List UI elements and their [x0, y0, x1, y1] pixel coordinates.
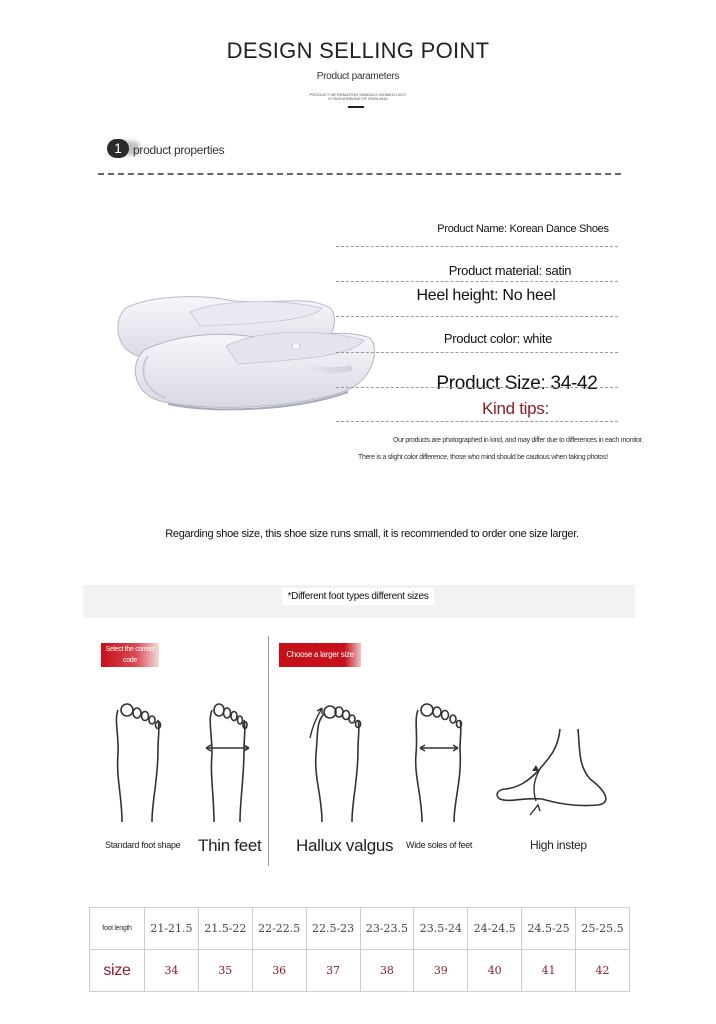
table-row-size [90, 950, 630, 992]
foot-label-thin: Thin feet [198, 836, 262, 855]
prop-color: Product color: white [443, 331, 553, 346]
foot-types-banner-text: *Different foot types different sizes [282, 588, 435, 605]
prop-heel-height: Heel height: No heel [416, 287, 556, 304]
product-image-ballet-shoes [108, 286, 388, 426]
title-underline [348, 106, 364, 108]
high-instep-foot-icon [494, 725, 614, 820]
table-cell: 24-24.5 [468, 908, 522, 950]
tip-line-1: Our products are photographed in kind, and may differ due to differences in each monitor. [393, 437, 644, 444]
table-cell: 24.5-25 [522, 908, 576, 950]
table-cell: 25-25.5 [576, 908, 630, 950]
foot-label-wide-soles: Wide soles of feet [406, 840, 473, 850]
prop-divider [336, 421, 618, 422]
table-cell: 21.5-22 [198, 908, 252, 950]
page-subtitle: Product parameters [316, 71, 400, 82]
table-cell: 36 [252, 950, 306, 992]
tiny-caption-line-2: H FASHIONWIND OF ENGLAND [328, 96, 388, 101]
table-cell: 37 [306, 950, 360, 992]
prop-divider [336, 387, 618, 388]
table-row-foot-length [90, 908, 630, 950]
table-cell: 23-23.5 [360, 908, 414, 950]
thin-foot-icon [200, 700, 255, 825]
prop-product-name: Product Name: Korean Dance Shoes [437, 223, 609, 235]
shoe-illustration [108, 286, 388, 426]
table-cell: 41 [522, 950, 576, 992]
table-cell: 22.5-23 [306, 908, 360, 950]
foot-types-divider [268, 636, 269, 866]
tag-select-correct-code: Select the correct code [101, 643, 159, 667]
tip-line-2: There is a slight color difference, those who mind should be cautious when taking photos! [358, 454, 608, 461]
foot-label-hallux-valgus: Hallux valgus [296, 836, 394, 855]
tiny-caption-line-1: PRODUCT INFORMATION SANDALS WOMEN CATC [309, 92, 407, 97]
table-cell: 21-21.5 [145, 908, 199, 950]
foot-types-banner [0, 591, 716, 602]
table-header-size: size [90, 950, 145, 992]
tag-choose-larger-size: Choose a larger size [279, 643, 361, 667]
prop-divider [336, 281, 618, 282]
hallux-valgus-foot-icon [306, 700, 366, 825]
table-cell: 22-22.5 [252, 908, 306, 950]
table-header-foot-length: foot length [90, 908, 145, 950]
size-advice-note: Regarding shoe size, this shoe size runs small, it is recommended to order one size larger. [165, 528, 579, 540]
kind-tips-heading: Kind tips: [482, 399, 549, 418]
section-divider [98, 173, 621, 175]
table-cell: 42 [576, 950, 630, 992]
prop-material: Product material: satin [448, 263, 572, 278]
foot-label-high-instep: High instep [530, 838, 587, 852]
prop-divider [336, 352, 618, 353]
section-number-badge: 1 [107, 139, 129, 158]
page-title: DESIGN SELLING POINT [226, 38, 490, 63]
table-cell: 38 [360, 950, 414, 992]
prop-size: Product Size: 34-42 [436, 373, 598, 394]
table-cell: 40 [468, 950, 522, 992]
size-chart-table [89, 907, 630, 992]
table-cell: 34 [145, 950, 199, 992]
standard-foot-icon [108, 700, 168, 825]
table-cell: 23.5-24 [414, 908, 468, 950]
prop-divider [336, 316, 618, 317]
table-cell: 39 [414, 950, 468, 992]
foot-label-standard: Standard foot shape [105, 840, 181, 850]
wide-sole-foot-icon [408, 700, 468, 825]
table-cell: 35 [198, 950, 252, 992]
section-label: product properties [133, 143, 225, 157]
prop-divider [336, 246, 618, 247]
